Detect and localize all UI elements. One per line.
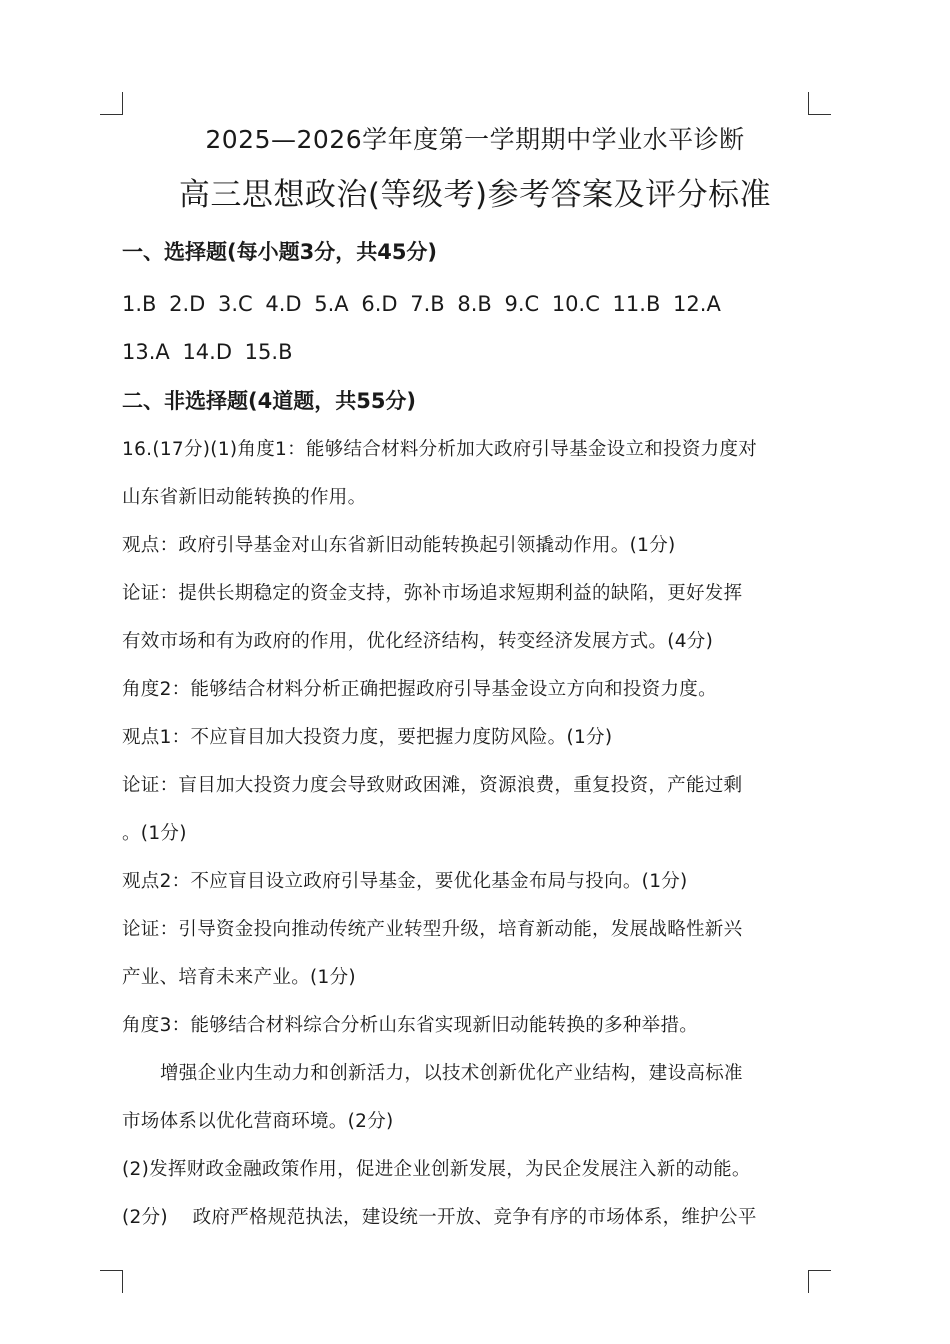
crop-mark-bottom-left — [100, 1270, 123, 1293]
crop-mark-top-right — [808, 92, 831, 115]
text-line: 增强企业内生动力和创新活力，以技术创新优化产业结构，建设高标准 — [160, 1063, 743, 1084]
text-line: (2)发挥财政金融政策作用，促进企业创新发展，为民企发展注入新的动能。 — [122, 1159, 751, 1180]
text-line: 角度2：能够结合材料分析正确把握政府引导基金设立方向和投资力度。 — [122, 679, 717, 700]
text-line: 观点2：不应盲目设立政府引导基金，要优化基金布局与投向。(1分) — [122, 871, 688, 892]
answers-row-2: 13.A 14.D 15.B — [122, 340, 293, 364]
crop-mark-bottom-right — [808, 1270, 831, 1293]
text-line: 。(1分) — [122, 823, 187, 844]
text-line: 有效市场和有为政府的作用，优化经济结构，转变经济发展方式。(4分) — [122, 631, 714, 652]
text-line: 16.(17分)(1)角度1：能够结合材料分析加大政府引导基金设立和投资力度对 — [122, 439, 758, 460]
text-line: (2分) 政府严格规范执法，建设统一开放、竞争有序的市场体系，维护公平 — [122, 1207, 757, 1228]
crop-mark-top-left — [100, 92, 123, 115]
text-line: 市场体系以优化营商环境。(2分) — [122, 1111, 394, 1132]
text-line: 论证：提供长期稳定的资金支持，弥补市场追求短期利益的缺陷，更好发挥 — [122, 583, 743, 604]
text-line: 山东省新旧动能转换的作用。 — [122, 487, 367, 508]
document-title-line1: 2025—2026学年度第一学期期中学业水平诊断 — [205, 125, 745, 154]
text-line: 角度3：能够结合材料综合分析山东省实现新旧动能转换的多种举措。 — [122, 1015, 699, 1036]
document-title-line2: 高三思想政治(等级考)参考答案及评分标准 — [178, 177, 772, 213]
section1-heading: 一、选择题(每小题3分，共45分) — [122, 240, 438, 264]
section2-heading: 二、非选择题(4道题，共55分) — [122, 389, 417, 413]
text-line: 论证：引导资金投向推动传统产业转型升级，培育新动能，发展战略性新兴 — [122, 919, 743, 940]
text-line: 观点：政府引导基金对山东省新旧动能转换起引领撬动作用。(1分) — [122, 535, 676, 556]
text-line: 论证：盲目加大投资力度会导致财政困滩，资源浪费，重复投资，产能过剩 — [122, 775, 743, 796]
answers-row-1: 1.B 2.D 3.C 4.D 5.A 6.D 7.B 8.B 9.C 10.C 11.B 12.A — [122, 292, 721, 316]
text-line: 观点1：不应盲目加大投资力度，要把握力度防风险。(1分) — [122, 727, 613, 748]
text-line: 产业、培育未来产业。(1分) — [122, 967, 356, 988]
document-body — [122, 232, 818, 1242]
